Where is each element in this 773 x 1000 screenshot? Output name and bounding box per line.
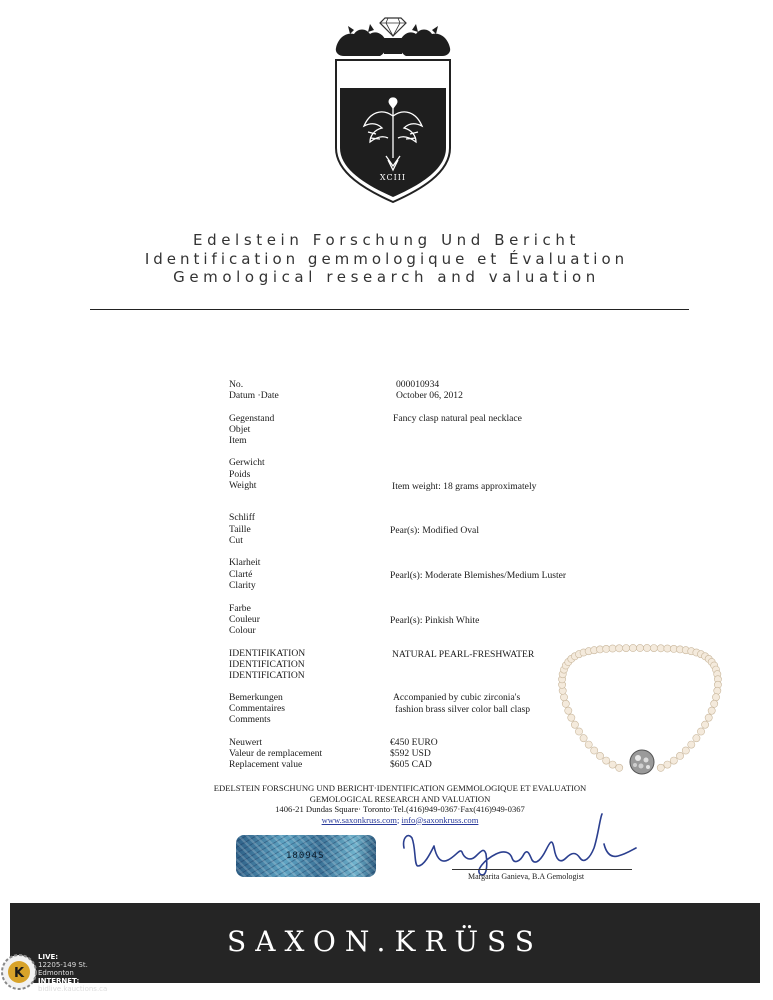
date-label: Datum ·Date (229, 390, 279, 401)
item-label-fr: Objet (229, 424, 251, 435)
pearl (676, 752, 683, 759)
identification-label-fr: IDENTIFICATION (229, 659, 305, 670)
ball-clasp-icon (630, 750, 654, 774)
contact-separator: ; (396, 814, 402, 825)
hologram-number: 18094S (286, 851, 325, 861)
auction-badge-text (38, 953, 138, 993)
clarity-label-de: Klarheit (229, 557, 261, 568)
pearl (629, 644, 636, 651)
griffins-icon (336, 24, 450, 56)
cut-value: Pear(s): Modified Oval (390, 525, 479, 536)
pearl (636, 644, 643, 651)
pearl (591, 747, 598, 754)
date-value: October 06, 2012 (396, 390, 463, 401)
pearl (702, 721, 709, 728)
pearl (693, 735, 700, 742)
pearl (609, 761, 616, 768)
pearl (560, 694, 567, 701)
auction-address: 12205-149 St. (38, 961, 88, 969)
identification-value: NATURAL PEARL-FRESHWATER (392, 649, 535, 660)
clarity-label-en: Clarity (229, 580, 256, 591)
signature-line (452, 869, 632, 870)
pearl (568, 714, 575, 721)
colour-label-de: Farbe (229, 603, 251, 614)
pearl (650, 645, 657, 652)
pearl (682, 747, 689, 754)
footer-company-line: EDELSTEIN FORSCHUNG UND BERICHT·IDENTIFICATION GEMMOLOGIQUE ET EVALUATION (213, 783, 587, 793)
identification-label-de: IDENTIFIKATION (229, 648, 306, 659)
pearl (711, 700, 718, 707)
pearl (664, 645, 671, 652)
pearl (657, 764, 664, 771)
cut-label-de: Schliff (229, 512, 255, 523)
pearl (670, 757, 677, 764)
auction-logo-letter: K (13, 966, 25, 981)
colour-value: Pearl(s): Pinkish White (390, 615, 480, 626)
email-link[interactable]: info@saxonkruss.com (401, 814, 479, 825)
security-hologram (236, 835, 376, 877)
weight-value: Item weight: 18 grams approximately (392, 481, 537, 492)
no-label: No. (229, 379, 244, 390)
pearl (562, 700, 569, 707)
auction-internet-label: INTERNET: (38, 977, 80, 985)
crest-numeral: XCIII (379, 173, 407, 182)
comments-value-line-2: fashion brass silver color ball clasp (395, 704, 531, 715)
auction-site[interactable]: bidlive.kauctions.ca (38, 985, 108, 993)
replacement-label-fr: Valeur de remplacement (229, 748, 323, 759)
header-title-french: Identification gemmologique et Évaluation (144, 250, 629, 268)
auction-logo-icon (0, 952, 38, 992)
identification-label-en: IDENTIFICATION (229, 670, 305, 681)
website-link[interactable]: www.saxonkruss.com (321, 814, 397, 825)
colour-label-fr: Couleur (229, 614, 260, 625)
pearl (616, 764, 623, 771)
cut-label-fr: Taille (229, 524, 251, 535)
replacement-label-en: Replacement value (229, 759, 303, 770)
colour-label-en: Colour (229, 625, 256, 636)
pearl (580, 735, 587, 742)
replacement-value-cad: $605 CAD (390, 759, 432, 770)
no-value: 000010934 (396, 379, 440, 390)
cut-label-en: Cut (229, 535, 243, 546)
signature-caption: Margarita Ganieva, B.A Gemologist (468, 872, 585, 881)
pearl (688, 741, 695, 748)
pearl (603, 757, 610, 764)
clarity-value: Pearl(s): Moderate Blemishes/Medium Luster (390, 570, 567, 581)
pearl (705, 714, 712, 721)
footer-address-line: 1406-21 Dundas Square· Toronto·Tel.(416)949-0367·Fax(416)949-0367 (275, 804, 525, 814)
weight-label-en: Weight (229, 480, 257, 491)
item-label-de: Gegenstand (229, 413, 275, 424)
footer-subtitle-line: GEMOLOGICAL RESEARCH AND VALUATION (309, 793, 491, 804)
replacement-label-de: Neuwert (229, 737, 263, 748)
pearl (603, 645, 610, 652)
replacement-value-usd: $592 USD (390, 748, 431, 759)
item-value: Fancy clasp natural peal necklace (393, 413, 522, 424)
pearl (571, 721, 578, 728)
comments-label-en: Comments (229, 714, 271, 725)
necklace-photo (548, 612, 733, 792)
pearl (714, 687, 721, 694)
comments-value-line-1: Accompanied by cubic zirconia's (393, 692, 521, 703)
signature-image (400, 808, 640, 878)
diamond-icon (380, 18, 406, 36)
pearl (609, 645, 616, 652)
pearl (643, 644, 650, 651)
header-divider (90, 309, 689, 310)
pearl (575, 728, 582, 735)
header-title-english: Gemological research and valuation (173, 268, 600, 286)
comments-label-fr: Commentaires (229, 703, 285, 714)
replacement-value-eur: €450 EURO (390, 737, 438, 748)
pearl (623, 645, 630, 652)
pearl (697, 728, 704, 735)
auction-city: Edmonton (38, 969, 74, 977)
comments-label-de: Bemerkungen (229, 692, 283, 703)
crest-emblem (330, 8, 456, 204)
clarity-label-fr: Clarté (229, 569, 253, 580)
pearl (712, 694, 719, 701)
pearl (565, 707, 572, 714)
pearl (585, 741, 592, 748)
pearl (657, 645, 664, 652)
header-title-german: Edelstein Forschung Und Bericht (193, 231, 580, 249)
weight-label-de: Gerwicht (229, 457, 265, 468)
brand-name: SAXON.KRÜSS (227, 925, 543, 958)
auction-live-label: LIVE: (38, 953, 59, 961)
pearl (708, 707, 715, 714)
pearl (596, 752, 603, 759)
weight-label-fr: Poids (229, 469, 251, 480)
pearl (616, 645, 623, 652)
item-label-en: Item (229, 435, 247, 446)
pearl (664, 761, 671, 768)
